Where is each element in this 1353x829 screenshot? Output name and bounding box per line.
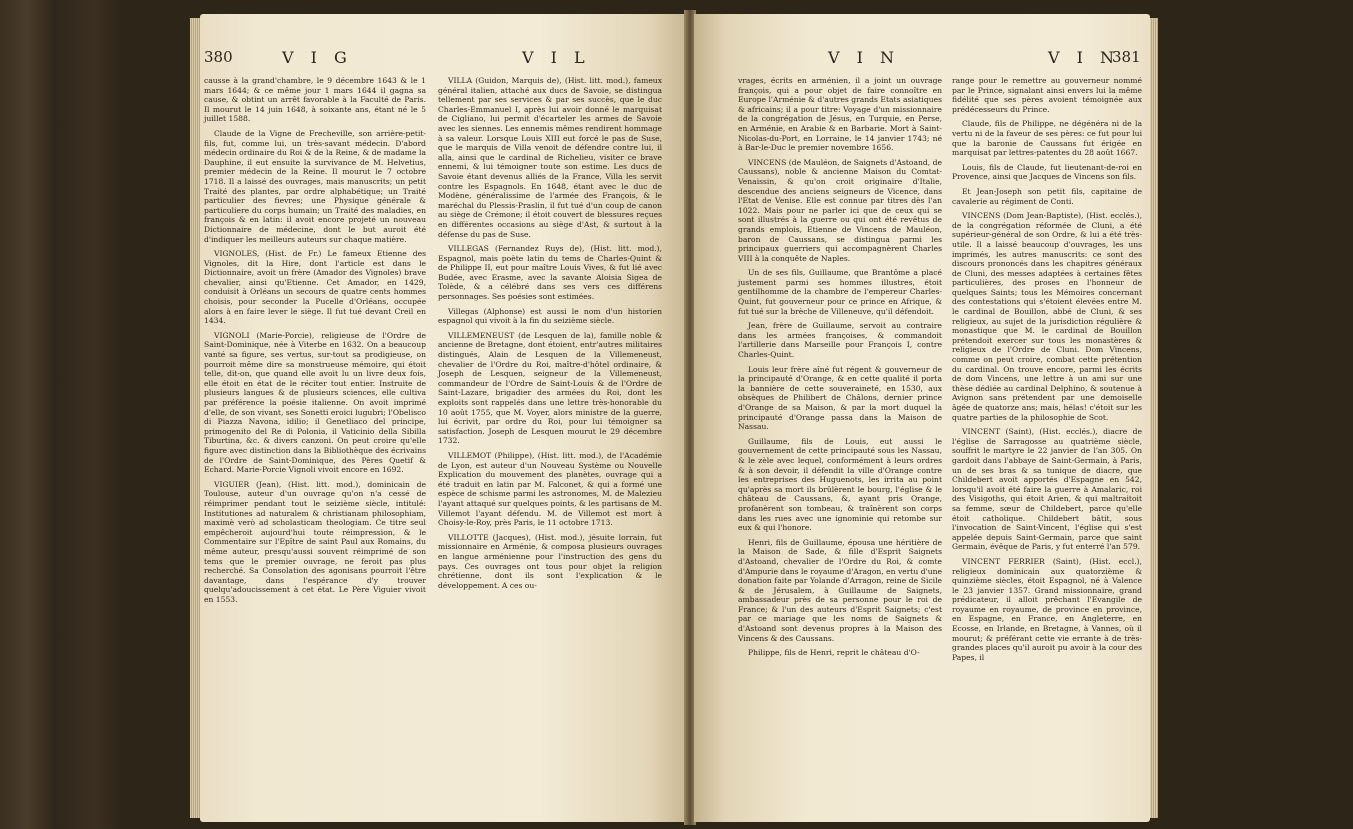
paragraph: VIGNOLI (Marie-Porcie), religieuse de l'Ordre de Saint-Dominique, née à Viterbe en 1632. On a beaucoup vanté sa figure, ses vertus, sur-tout sa prodigieuse, on pourroit même dire sa monstrueuse mémoire, qui étoit telle, dit-on, que quand elle avoit lu un livre deux fois, elle étoit en état de le réciter tout entier. Instruite de plusieurs langues & de plusieurs sciences, elle cultiva par préférence la poésie italienne. On avoit imprimé d'elle, de son vivant, ses Sonetti eroici lugubri; l'Obelisco di Piazza Navona, idilio; il Genetliaco del principe, primogenito del Re di Polonia, il Vaticinio della Sibilla Tiburtina, &c. & divers canzoni. On peut croire qu'elle figure avec distinction dans la Bibliothèque des écrivains de l'Ordre de Saint-Dominique, des Pères Quetif & Echard. Marie-Porcie Vignoli vivoit encore en 1692. bbox=[204, 330, 426, 475]
left-running-head-2: V I L bbox=[522, 48, 591, 67]
left-page bbox=[200, 14, 686, 822]
paragraph: Et Jean-Joseph son petit fils, capitaine de cavalerie au régiment de Conti. bbox=[952, 186, 1142, 206]
paragraph: VILLEGAS (Fernandez Ruys de), (Hist. litt. mod.), Espagnol, mais poète latin du tems de Charles-Quint & de Philippe II, eut pour maître Louis Vives, & fut lié avec Budée, avec Erasme, avec la savante Aloisia Sigea de Tolède, & a célébré dans ses vers ces différens personnages. Ses poésies sont estimées. bbox=[438, 244, 662, 302]
right-page-number: 381 bbox=[1112, 48, 1141, 66]
paragraph: VINCENT (Saint), (Hist. ecclés.), diacre de l'église de Sarragosse au quatrième siècle, souffrit le martyre le 22 janvier de l'an 305. On gardoit dans l'abbaye de Saint-Germain, à Paris, un de ses bras & sa tunique de diacre, que Childebert avoit apportés d'Espagne en 542, lorsqu'il avoit été faire la guerre à Amalaric, roi des Visigoths, qui étoit Arien, & qui maltraitoit sa femme, sœur de Childebert, parce qu'elle étoit catholique. Childebert bâtit, sous l'invocation de Saint-Vincent, l'église qui s'est appelée depuis Saint-Germain, parce que saint Germain, évêque de Paris, y fut enterré l'an 579. bbox=[952, 427, 1142, 552]
paragraph: VINCENS (Dom Jean-Baptiste), (Hist. ecclés.), de la congrégation réformée de Cluni, a été supérieur-général de son Ordre, & lui a été très-utile. Il a laissé beaucoup d'ouvrages, les uns imprimés, les autres manuscrits: ce sont des discours prononcés dans les chapitres généraux de Cluni, des messes adaptées à certaines fêtes particulières, des proses en l'honneur de quelques Saints; tous les Mémoires concernant des contestations qui s'étoient élevées entre M. le cardinal de Bouillon, abbé de Cluni, & ses religieux, au sujet de la jurisdiction régulière & monastique que M. le cardinal de Bouillon prétendoit exercer sur tous les monastères & religieux de l'Ordre de Cluni. Dom Vincens, comme on peut croire, combat cette prétention du cardinal. On trouve encore, parmi les écrits de dom Vincens, une lettre à un ami sur une thèse dédiée au cardinal Delphino, & soutenue à Avignon sans prétendent par une demoiselle âgée de quatorze ans; mais, hélas! c'étoit sur les quatre parties de la philosophie de Scot. bbox=[952, 211, 1142, 422]
right-running-head-1: V I N bbox=[828, 48, 901, 67]
paragraph: Guillaume, fils de Louis, eut aussi le gouvernement de cette principauté sous les Nassau, & le zèle avec lequel, conformément à leurs ordres & à son devoir, il défendit la ville d'Orange contre les entreprises des Huguenots, les irrita au point qu'après sa mort ils brûlèrent le bourg, l'église & le château de Caussans, &, ayant pris Orange, profanèrent son tombeau, & traînèrent son corps dans les rues avec une ignominie qui retombe sur eux & qui l'honore. bbox=[738, 436, 942, 533]
paragraph: VINCENT FERRIER (Saint), (Hist. eccl.), religieux dominicain aux quatorzième & quinzième siècles, étoit Espagnol, né à Valence le 23 janvier 1357. Grand missionnaire, grand prédicateur, il alloit prêchant l'Evangile de royaume en royaume, de province en province, en Espagne, en France, en Angleterre, en Ecosse, en Irlande, en Bretagne, à Vannes, où il mourut; & préférant cette vie errante à de très-grandes places qu'il auroit pu avoir à la cour des Papes, il bbox=[952, 556, 1142, 662]
left-column-2 bbox=[438, 76, 662, 595]
paragraph: Claude, fils de Philippe, ne dégénéra ni de la vertu ni de la faveur de ses pères: ce fut pour lui que la baronie de Caussans fut érigée en marquisat par lettres-patentes du 28 août 1667. bbox=[952, 119, 1142, 158]
paragraph: Claude de la Vigne de Frecheville, son arrière-petit-fils, fut, comme lui, un très-savant médecin. D'abord médecin ordinaire du Roi & de la Reine, & de madame la Dauphine, il eut ensuite la survivance de M. Helvetius, premier médecin de la Reine. Il mourut le 7 octobre 1718. Il a laissé des ouvrages, mais manuscrits; un petit Traité des plantes, par ordre alphabétique; un Traité particulier des fievres; une Physique générale & particuliere du corps humain; un Traité des maladies, en françois & en latin: il avoit encore projeté un nouveau Dictionnaire de médecine, dont le but auroit été d'indiquer les meilleurs auteurs sur chaque matière. bbox=[204, 128, 426, 244]
paragraph: VILLA (Guidon, Marquis de), (Hist. litt. mod.), fameux général italien, attaché aux ducs de Savoie, se distingua tellement par ses services & par ses succès, que le duc Charles-Emmanuel I, après lui avoir donné le marquisat de Cigliano, lui permit d'écarteler les armes de Savoie avec les siennes. Les ennemis mêmes rendirent hommage à sa valeur. Lorsque Louis XIII eut forcé le pas de Suse, que le marquis de Villa venoit de défendre contre lui, il alla, ainsi que le cardinal de Richelieu, visiter ce brave ennemi, & lui témoigner toute son estime. Les ducs de Savoie étant devenus alliés de la France, Villa les servit contre les Espagnols. En 1648, étant avec le duc de Modène, généralissime de l'armée des François, & le maréchal du Plessis-Praslin, il fut tué d'un coup de canon au siège de Crémone; il étoit couvert de blessures reçues en différentes occasions au siège d'Ast, & surtout à la défense du pas de Suse. bbox=[438, 76, 662, 239]
paragraph: VINCENS (de Mauléon, de Saignets d'Astoand, de Caussans), noble & ancienne Maison du Comtat-Venaissin, & qu'on croit originaire d'Italie, descendue des anciens seigneurs de Vicence, dans l'Etat de Venise. Elle est connue par titres dès l'an 1022. Mais pour ne parler ici que de ceux qui se sont illustrés à la guerre ou qui ont été revêtus de grands emplois, Etienne de Vincens de Mauléon, baron de Caussans, se distingua parmi les principaux guerriers qui accompagnèrent Charles VIII à la conquête de Naples. bbox=[738, 157, 942, 263]
paragraph: Un de ses fils, Guillaume, que Brantôme a placé justement parmi ses hommes illustres, étoit gentilhomme de la chambre de l'empereur Charles-Quint, fut gouverneur pour ce prince en Afrique, & fut tué sur la brèche de Villeneuve, qu'il défendoit. bbox=[738, 268, 942, 316]
paragraph: Henri, fils de Guillaume, épousa une héritière de la Maison de Sade, & fille d'Esprit Saignets d'Astoand, chevalier de l'Ordre du Roi, & comte d'Ampurie dans le royaume d'Aragon, en vertu d'une donation faite par Yolande d'Arragon, reine de Sicile & de Jérusalem, à Guillaume de Saignets, ambassadeur près de sa personne pour le roi de France; & l'un des auteurs d'Esprit Saignets; c'est par ce mariage que les noms de Saignets & d'Astoand sont devenus propres à la Maison des Vincens & des Caussans. bbox=[738, 537, 942, 643]
paragraph: VILLEMENEUST (de Lesquen de la), famille noble & ancienne de Bretagne, dont étoient, entr'autres militaires distingués, Alain de Lesquen de la Villemeneust, chevalier de l'Ordre du Roi, maître-d'hôtel ordinaire, & Joseph de Lesquen, seigneur de la Villemeneust, commandeur de l'Ordre de Saint-Louis & de l'Ordre de Saint-Lazare, brigadier des armées du Roi, dont les exploits sont rappelés dans une lettre très-honorable du 10 août 1755, que M. Voyer, alors ministre de la guerre, lui écrivit, par ordre du Roi, pour lui témoigner sa satisfaction. Joseph de Lesquen mourut le 29 décembre 1732. bbox=[438, 330, 662, 446]
paragraph: VILLEMOT (Philippe), (Hist. litt. mod.), de l'Académie de Lyon, est auteur d'un Nouveau Système ou Nouvelle Explication du mouvement des planètes, ouvrage qui a été traduit en latin par M. Falconet, & qui a formé une espèce de schisme parmi les astronomes, M. de Malezieu l'ayant attaqué sur quelques points, & les partisans de M. Villemot l'ayant défendu. M. de Villemot est mort à Choisy-le-Roy, près Paris, le 11 octobre 1713. bbox=[438, 450, 662, 528]
paragraph: Philippe, fils de Henri, reprit le château d'O- bbox=[748, 648, 920, 658]
paragraph: causse à la grand'chambre, le 9 décembre 1643 & le 1 mars 1644; & ce même jour 1 mars 1644 il gagna sa cause, & obtint un arrêt favorable à la Faculté de Paris. Il mourut le 14 juin 1648, à soixante ans, étant né le 5 juillet 1588. bbox=[204, 76, 426, 124]
paragraph: VILLOTTE (Jacques), (Hist. mod.), jésuite lorrain, fut missionnaire en Arménie, & composa plusieurs ouvrages en langue arménienne pour l'instruction des gens du pays. Ces ouvrages ont tous pour objet la religion chrétienne, dont ils sont l'explication & le développement. A ces ou- bbox=[438, 532, 662, 590]
paragraph: Louis leur frère aîné fut régent & gouverneur de la principauté d'Orange, & en cette qualité il porta la bannière de cette souveraineté, en 1530, aux obsèques de Philibert de Châlons, dernier prince d'Orange de sa Maison, & par la mort duquel la principauté d'Orange passa dans la Maison de Nassau. bbox=[738, 364, 942, 432]
right-column-1 bbox=[738, 76, 942, 663]
paragraph: Louis, fils de Claude, fut lieutenant-de-roi en Provence, ainsi que Jacques de Vincens son fils. bbox=[952, 162, 1142, 182]
left-column-1 bbox=[204, 76, 426, 609]
left-page-number: 380 bbox=[204, 48, 233, 66]
right-page bbox=[694, 14, 1150, 822]
paragraph: Villegas (Alphonse) est aussi le nom d'un historien espagnol qui vivoit à la fin du seizième siècle. bbox=[438, 306, 662, 326]
right-running-head-2: V I N bbox=[1048, 48, 1121, 67]
paragraph: range pour le remettre au gouverneur nommé par le Prince, signalant ainsi envers lui la même fidélité que ses pères avoient témoignée aux prédécesseurs du Prince. bbox=[952, 76, 1142, 114]
paragraph: Jean, frère de Guillaume, servoit au contraire dans les armées françoises, & commandoit l'artillerie dans Marseille pour François I, contre Charles-Quint. bbox=[738, 321, 942, 360]
paragraph: VIGNOLES, (Hist. de Fr.) Le fameux Etienne des Vignoles, dit la Hire, dont l'article est dans le Dictionnaire, avoit un frère (Amador des Vignoles) brave chevalier, ainsi qu'Etienne. Cet Amador, en 1429, conduisit à Orléans un secours de quatre cents hommes choisis, pour seconder la Pucelle d'Orléans, occupée alors à en faire lever le siège. Il fut tué devant Creil en 1434. bbox=[204, 249, 426, 326]
right-column-2 bbox=[952, 76, 1142, 667]
paragraph: VIGUIER (Jean), (Hist. litt. mod.), dominicain de Toulouse, auteur d'un ouvrage qu'on n'a cessé de réimprimer pendant tout le seizième siècle, intitulé: Institutiones ad naturalem & christianam philosophiam, maximè verò ad scholasticam theologiam. Ce titre seul empêcheroit aujourd'hui toute réimpression, & le Commentaire sur l'Epître de saint Paul aux Romains, du même auteur, presqu'aussi souvent réimprimé de son tems que le premier ouvrage, ne feroit pas plus recherché. Sa Consolation des agonisans pourroit l'être davantage, dans l'espérance d'y trouver quelqu'adoucissement à cet état. Le Père Viguier vivoit en 1553. bbox=[204, 479, 426, 604]
left-running-head-1: V I G bbox=[282, 48, 353, 67]
paragraph: vrages, écrits en arménien, il a joint un ouvrage françois, qui a pour objet de faire connoître en Europe l'Arménie & d'autres grands Etats asiatiques & africains; il a pour titre: Voyage d'un missionnaire de la congrégation de Jésus, en Turquie, en Perse, en Arménie, en Arabie & en Barbarie. Mort à Saint-Nicolas-du-Port, en Lorraine, le 14 janvier 1743; né à Bar-le-Duc le premier novembre 1656. bbox=[738, 76, 942, 153]
